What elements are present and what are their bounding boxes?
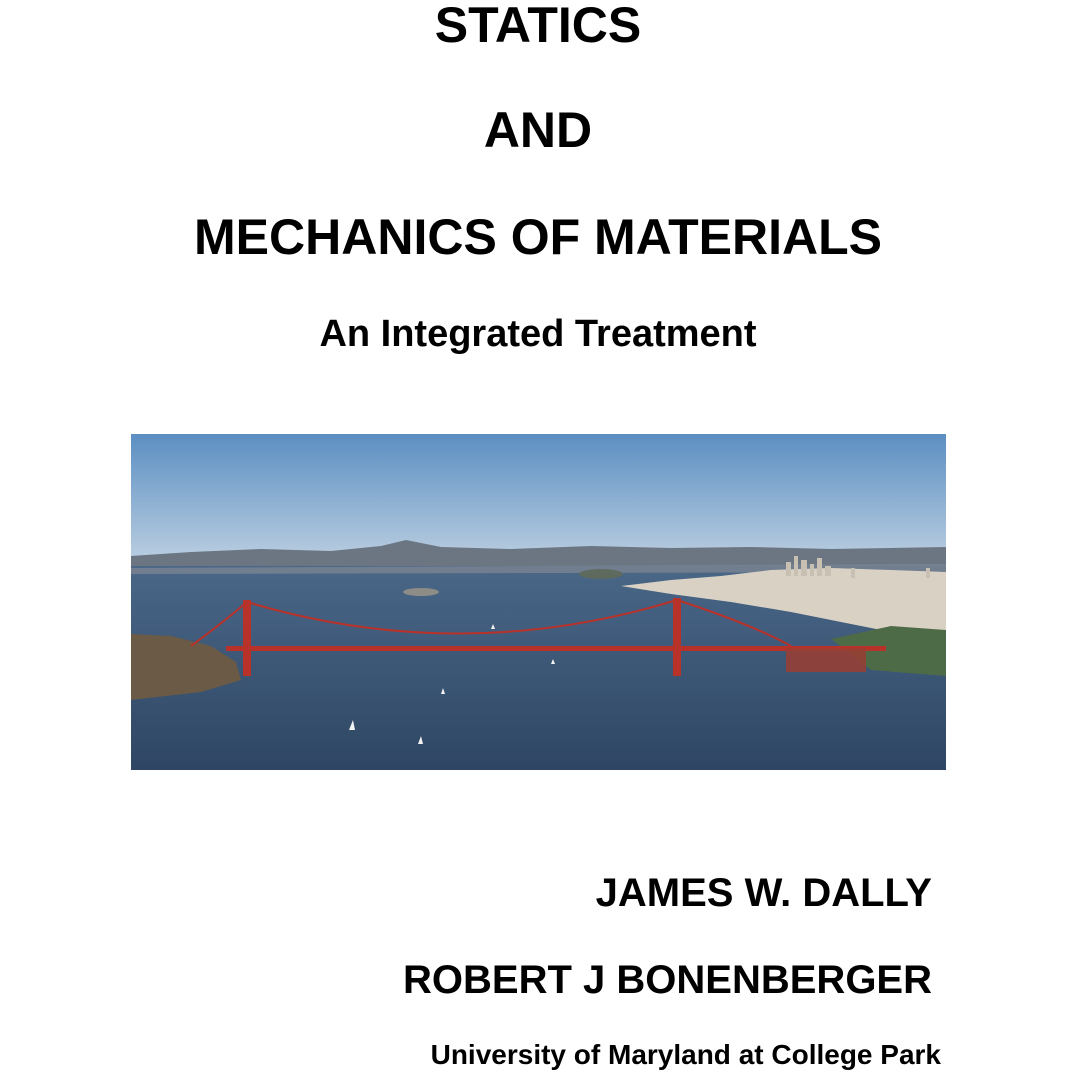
author-2: ROBERT J BONENBERGER <box>403 958 932 1002</box>
alcatraz-island <box>403 588 439 596</box>
bridge-illustration <box>131 434 946 770</box>
bridge-tower-right <box>673 598 681 676</box>
cover-photo <box>131 434 946 770</box>
title-line-1: STATICS <box>434 0 642 53</box>
affiliation: University of Maryland at College Park <box>430 1039 941 1070</box>
title-line-2: AND <box>483 102 593 158</box>
subtitle: An Integrated Treatment <box>319 313 757 355</box>
bridge-approach <box>786 648 866 672</box>
title-line-3: MECHANICS OF MATERIALS <box>194 209 882 265</box>
angel-island <box>579 569 623 579</box>
sky <box>131 434 946 559</box>
bridge-tower-left <box>243 600 251 676</box>
author-1: JAMES W. DALLY <box>595 871 932 915</box>
